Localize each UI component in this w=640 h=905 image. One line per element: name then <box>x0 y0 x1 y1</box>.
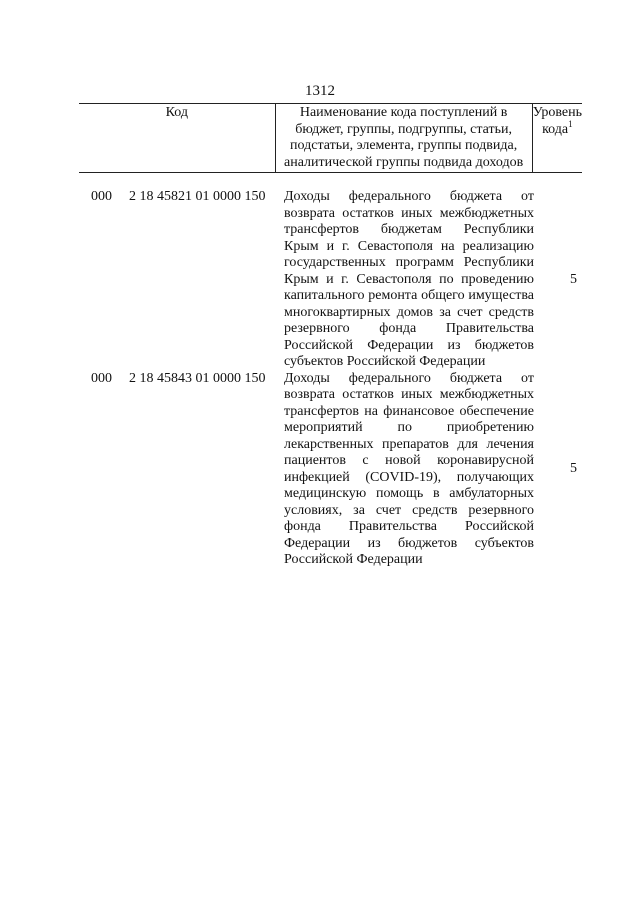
page-number: 1312 <box>305 83 335 99</box>
header-code: Код <box>165 105 188 120</box>
row-income-code: 2 18 45821 01 0000 150 <box>129 189 266 204</box>
row-income-code: 2 18 45843 01 0000 150 <box>129 370 266 386</box>
row-level: 5 <box>570 271 577 287</box>
row-admin-code: 000 <box>91 189 112 204</box>
row-income-name: Доходы федерального бюджета от возврата остатков иных межбюджетных трансфертов на финансовое обеспечение мероприятий по приобретению лекарственных препаратов для лечения пациентов с новой коронавирусной инфекцией (COVID-19), получающих медицинскую помощь в амбулаторных условиях, за счет средств резервного фонда Правительства Российской Федерации из бюджетов субъектов Российской Федерации <box>284 370 534 567</box>
table-row <box>91 189 591 371</box>
header-name: Наименование кода поступлений в бюджет, группы, подгруппы, статьи, подстатьи, элемента, группы подвида, аналитической группы подвида доходов <box>275 104 533 172</box>
table-body <box>91 189 591 569</box>
header-level-label: Уровень кода <box>532 105 582 137</box>
row-income-name: Доходы федерального бюджета от возврата остатков иных межбюджетных трансфертов бюджетам Республики Крым и г. Севастополя на реализацию государственных программ Республики Крым и г. Севастополя по проведению капитального ремонта общего имущества многоквартирных домов за счет средств резервного фонда Правительства Российской Федерации из бюджетов субъектов Российской Федерации <box>284 189 534 369</box>
row-level: 5 <box>570 461 577 477</box>
table-row <box>91 371 591 569</box>
header-level-footnote: 1 <box>568 118 573 129</box>
header-level <box>533 104 582 172</box>
table-header <box>79 103 582 173</box>
row-admin-code: 000 <box>91 370 112 386</box>
